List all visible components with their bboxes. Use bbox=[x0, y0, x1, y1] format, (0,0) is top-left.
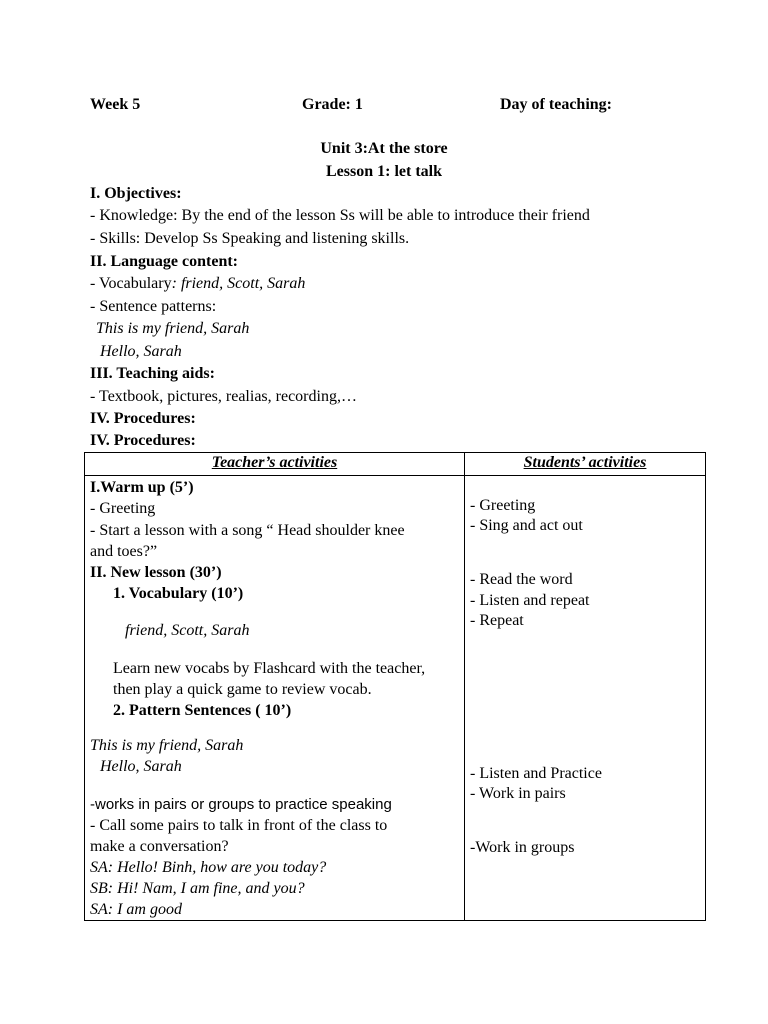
teacher-greeting: - Greeting bbox=[90, 500, 156, 517]
student-greeting: - Greeting bbox=[470, 497, 536, 514]
table-row bbox=[85, 476, 706, 921]
procedures-table bbox=[84, 452, 706, 921]
student-listen-repeat: - Listen and repeat bbox=[470, 592, 590, 609]
student-read-word: - Read the word bbox=[470, 571, 573, 588]
vocabulary-line bbox=[90, 274, 305, 294]
pair-work-instruction: -works in pairs or groups to practice speaking bbox=[90, 796, 392, 813]
warm-up-heading: I.Warm up (5’) bbox=[90, 479, 194, 496]
teacher-activities-header: Teacher’s activities bbox=[85, 453, 465, 476]
table-header-row bbox=[85, 453, 706, 476]
vocabulary-words: : friend, Scott, Sarah bbox=[171, 275, 306, 292]
call-pairs-line2: make a conversation? bbox=[90, 838, 229, 855]
sentence-pattern-1: This is my friend, Sarah bbox=[96, 320, 250, 337]
pattern-sentence-2: Hello, Sarah bbox=[100, 758, 182, 775]
objective-knowledge: - Knowledge: By the end of the lesson Ss will be able to introduce their friend bbox=[90, 207, 590, 224]
song-instruction-line1: - Start a lesson with a song “ Head shoulder knee bbox=[90, 522, 405, 539]
teacher-activities-cell bbox=[85, 476, 465, 921]
dialogue-sa-line1: SA: Hello! Binh, how are you today? bbox=[90, 859, 327, 876]
language-content-heading: II. Language content: bbox=[90, 253, 239, 270]
vocabulary-step-words: friend, Scott, Sarah bbox=[125, 622, 250, 639]
teaching-aids-list: - Textbook, pictures, realias, recording,… bbox=[90, 388, 357, 405]
lesson-title: Lesson 1: let talk bbox=[326, 163, 442, 180]
song-instruction-line2: and toes?” bbox=[90, 543, 158, 560]
procedures-heading: IV. Procedures: bbox=[90, 410, 196, 427]
pattern-sentences-heading: 2. Pattern Sentences ( 10’) bbox=[113, 702, 292, 719]
student-sing: - Sing and act out bbox=[470, 517, 583, 534]
dialogue-sa-line2: SA: I am good bbox=[90, 901, 182, 918]
day-of-teaching-label: Day of teaching: bbox=[500, 96, 612, 113]
dialogue-sb-line: SB: Hi! Nam, I am fine, and you? bbox=[90, 880, 305, 897]
flashcard-instruction-line1: Learn new vocabs by Flashcard with the teacher, bbox=[113, 660, 426, 677]
grade-label: Grade: 1 bbox=[302, 96, 363, 113]
week-label: Week 5 bbox=[90, 96, 141, 113]
new-lesson-heading: II. New lesson (30’) bbox=[90, 564, 222, 581]
students-activities-header: Students’ activities bbox=[465, 453, 706, 476]
student-work-groups: -Work in groups bbox=[470, 839, 575, 856]
objective-skills: - Skills: Develop Ss Speaking and listening skills. bbox=[90, 230, 410, 247]
vocabulary-label: - Vocabulary bbox=[90, 275, 172, 292]
procedures-heading-repeat: IV. Procedures: bbox=[90, 432, 196, 449]
flashcard-instruction-line2: then play a quick game to review vocab. bbox=[113, 681, 372, 698]
student-repeat: - Repeat bbox=[470, 612, 524, 629]
objectives-heading: I. Objectives: bbox=[90, 185, 182, 202]
students-activities-cell bbox=[465, 476, 706, 921]
vocabulary-step-heading: 1. Vocabulary (10’) bbox=[113, 585, 244, 602]
pattern-sentence-1: This is my friend, Sarah bbox=[90, 737, 244, 754]
student-listen-practice: - Listen and Practice bbox=[470, 765, 602, 782]
unit-title: Unit 3:At the store bbox=[320, 140, 448, 157]
sentence-patterns-label: - Sentence patterns: bbox=[90, 298, 217, 315]
teaching-aids-heading: III. Teaching aids: bbox=[90, 365, 215, 382]
student-work-pairs: - Work in pairs bbox=[470, 785, 566, 802]
sentence-pattern-2: Hello, Sarah bbox=[100, 343, 182, 360]
call-pairs-line1: - Call some pairs to talk in front of the class to bbox=[90, 817, 388, 834]
